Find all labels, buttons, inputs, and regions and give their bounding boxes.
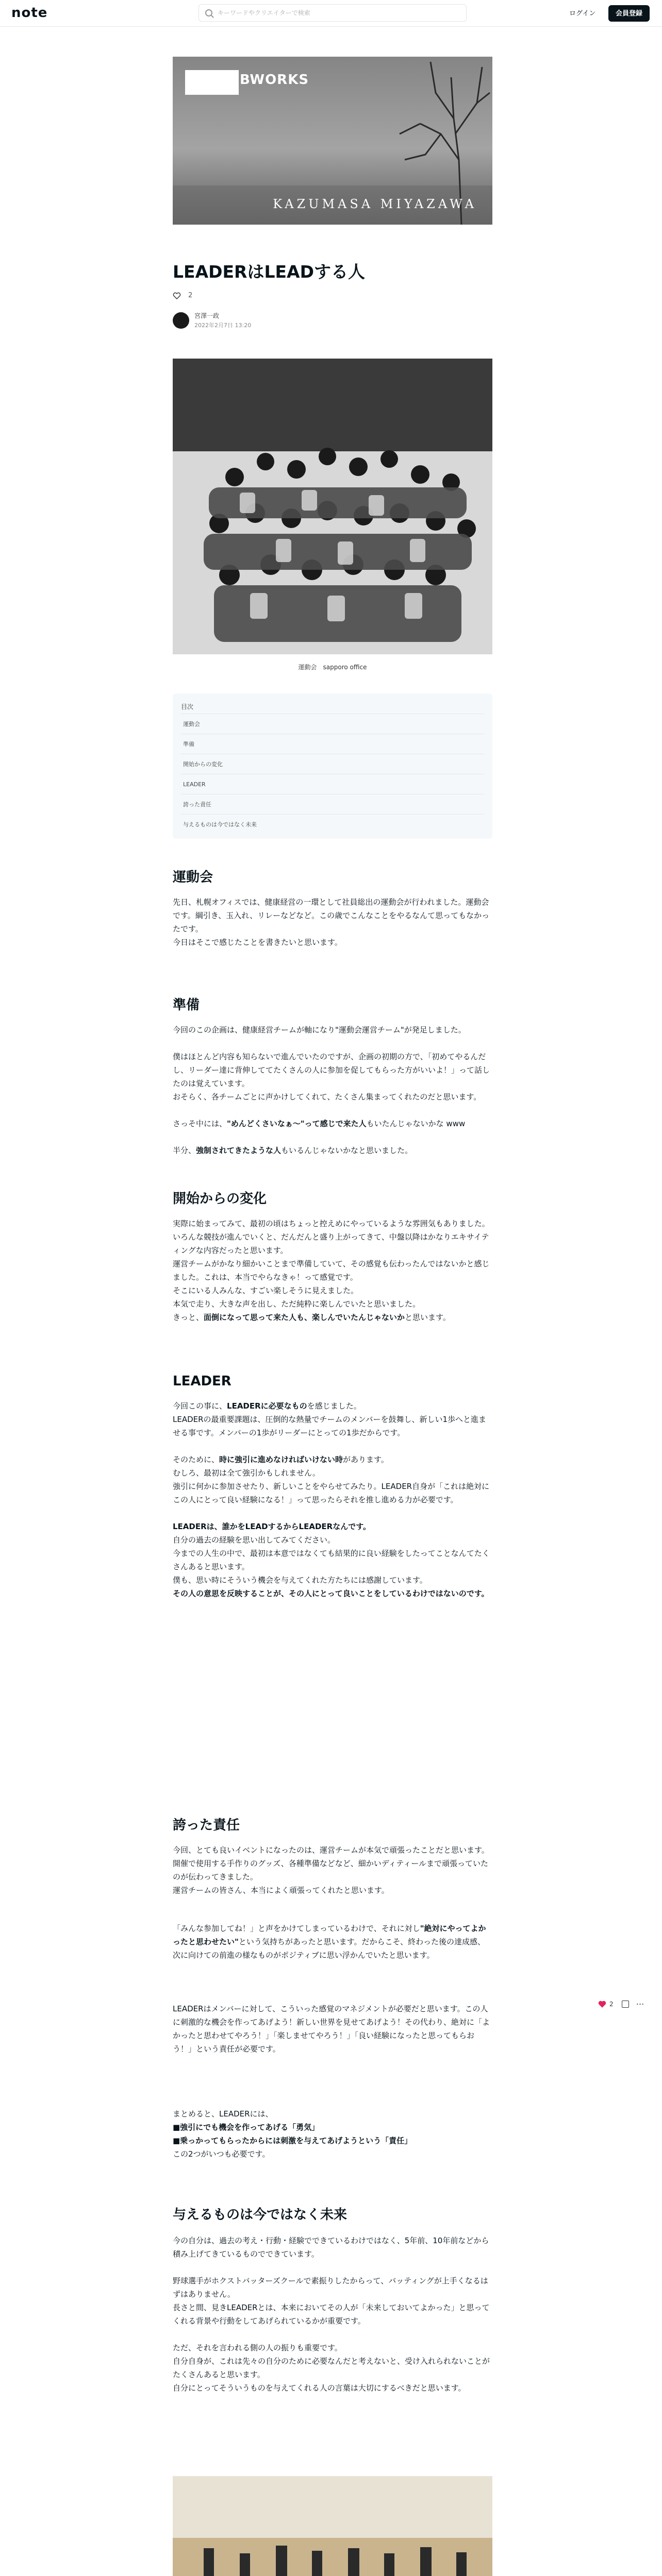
paragraph: 今日はそこで感じたことを書きたいと思います。 xyxy=(173,938,342,947)
search-icon xyxy=(205,9,212,16)
text: 「みんな参加してね！」と声をかけてしまっているわけで、それに対し xyxy=(173,1924,420,1933)
toc-item[interactable]: 準備 xyxy=(181,734,484,754)
paragraph: 今回のこの企画は、健康経営チームが軸になり"運動会運営チーム"が発足しました。 xyxy=(173,1025,466,1035)
photo-caption: 運動会 sapporo office xyxy=(298,664,367,671)
paragraph xyxy=(173,2134,492,2147)
emphasis: その人の意思を反映することが、その人にとって良いことをしているわけではないのです。 xyxy=(173,1589,489,1598)
paragraph xyxy=(173,1922,492,1962)
article-photo-group xyxy=(173,359,492,654)
paragraph: 今の自分は、過去の考え・行動・経験でできているわけではなく、5年前、10年前などから積み上げてきているものでできています。 xyxy=(173,2236,489,2259)
paragraph xyxy=(173,1520,492,1533)
text: があります。 xyxy=(343,1455,389,1464)
paragraph xyxy=(173,1453,492,1466)
bookmark-icon[interactable] xyxy=(622,2001,629,2008)
text: そのために、 xyxy=(173,1455,220,1464)
paragraph: 自分の過去の経験を思い出してみてください。 xyxy=(173,1535,336,1545)
paragraph: 本気で走り、大きな声を出し、ただ純粋に楽しんでいたと思いました。 xyxy=(173,1299,421,1309)
paragraph: LEADERの最重要課題は、圧倒的な熱量でチームのメンバーを鼓舞し、新しい1歩へと進ませる事です。メンバーの1歩がリーダーにとっての1歩だからです。 xyxy=(173,1415,487,1437)
paragraph: 先日、札幌オフィスでは、健康経営の一環として社員総出の運動会が行われました。運動会です。綱引き、玉入れ、リレーなどなど。この歳でこんなことをやるなんて思ってもなかったです。 xyxy=(173,897,490,934)
more-icon[interactable]: ⋯ xyxy=(636,1999,644,2009)
paragraph: 野球選手がホクストバッターズクールで素振りしたからって、バッティングが上手くなるはずはありません。 xyxy=(173,2276,488,2299)
paragraph: 今までの人生の中で、最初は本意ではなくても結果的に良い経験をしたってことなんてたくさんあると思います。 xyxy=(173,1549,490,1571)
article-title: LEADERはLEADする人 xyxy=(173,262,365,282)
header-image xyxy=(173,57,492,225)
global-header xyxy=(0,0,662,27)
search-input[interactable] xyxy=(218,9,455,16)
emphasis: LEADERに必要なもの xyxy=(227,1401,307,1411)
section-heading: 運動会 xyxy=(173,870,213,885)
heart-icon[interactable] xyxy=(598,2001,606,2008)
paragraph: 長さと間、見きLEADERとは、本来においてその人が「未来しておいてよかった」と思ってくれる背景や行動をしてあげられているかが重要です。 xyxy=(173,2303,490,2326)
emphasis: 面倒になって思って来た人も、楽しんでいたんじゃないか xyxy=(204,1313,405,1322)
paragraph: 自分自身が、これは先々の自分のために必要なんだと考えないと、受け入れられないことがたくさんあると思います。 xyxy=(173,2357,490,2379)
text: と思います。 xyxy=(405,1313,451,1322)
login-button[interactable]: ログイン xyxy=(562,5,603,22)
paragraph: 自分にとってそういうものを与えてくれる人の言葉は大切にするべきだと思います。 xyxy=(173,2383,466,2393)
text: さっそ中には、 xyxy=(173,1119,227,1128)
author-name[interactable]: 宮澤一政 xyxy=(194,312,220,319)
text: という気持ちがあったと思います。だからこそ、終わった後の達成感、次に向けての前進の様なものがポジティブに思い浮かんでいたと思います。 xyxy=(173,1937,486,1960)
like-count: 2 xyxy=(609,2000,614,2008)
toc-item[interactable]: 誇った責任 xyxy=(181,794,484,815)
paragraph: おそらく、各チームごとに声かけしてくれて、たくさん集まってくれたのだと思います。 xyxy=(173,1092,482,1101)
brand-logo-block xyxy=(185,70,239,95)
paragraph: そこにいる人みんな、すごい楽しそうに見えました。 xyxy=(173,1286,359,1295)
emphasis: ■乗っかってもらったからには刺激を与えてあげようという「責任」 xyxy=(173,2136,412,2145)
paragraph: むしろ、最初は全て強引かもしれません。 xyxy=(173,1468,320,1478)
gym-photo xyxy=(173,2476,492,2576)
emphasis: 時に強引に進めなければいけない時 xyxy=(219,1455,343,1464)
paragraph: 運営チームがかなり細かいことまで準備していて、その感覚も伝わったんではないかと感じました。これは、本当でやらなきゃ！って感覚です。 xyxy=(173,1259,490,1282)
paragraph: この2つがいつも必要です。 xyxy=(173,2149,270,2159)
section-heading: 与えるものは今ではなく未来 xyxy=(173,2207,347,2223)
group-photo xyxy=(173,359,492,654)
paragraph xyxy=(173,1311,492,1324)
paragraph: 実際に始まってみて、最初の頃はちょっと控えめにやっているような雰囲気もありました。いろんな競技が進んでいくと、だんだんと盛り上がってきて、中盤以降はかなりエキサイティングな内容だったと思います。 xyxy=(173,1219,490,1255)
table-of-contents xyxy=(173,693,492,839)
paragraph: 僕も、思い時にそういう機会を与えてくれた方たちには感謝しています。 xyxy=(173,1575,427,1585)
emphasis: ■強引にでも機会を作ってあげる「勇気」 xyxy=(173,2123,320,2132)
like-area[interactable] xyxy=(173,292,192,299)
section-heading: 開始からの変化 xyxy=(173,1191,267,1207)
paragraph: まとめると、LEADERには、 xyxy=(173,2109,273,2119)
text: きっと、 xyxy=(173,1313,204,1322)
text: もいるんじゃないかなと思いました。 xyxy=(281,1146,413,1155)
section-heading: LEADER xyxy=(173,1374,231,1389)
like-count: 2 xyxy=(188,292,193,299)
paragraph: LEADERはメンバーに対して、こういった感覚のマネジメントが必要だと思います。この人に刺激的な機会を作ってあげよう！新しい世界を見せてあげよう！その代わり、絶対に「よかったと思わせてやろう！」「楽しませてやろう！」「良い経験になったと思ってもらおう！」という責任が必要です。 xyxy=(173,2004,490,2054)
article-photo xyxy=(173,2476,492,2576)
text: もいたんじゃないかな www xyxy=(366,1119,466,1128)
paragraph: 強引に何かに参加させたり、新しいことをやらせてみたり。LEADER自身が「これは絶対にこの人にとって良い経験になる！」って思ったらそれを推し進める力が必要です。 xyxy=(173,1482,490,1504)
floating-actions xyxy=(598,1999,644,2009)
section-heading: 準備 xyxy=(173,997,200,1013)
note-logo[interactable]: note xyxy=(11,5,48,21)
toc-item[interactable]: 運動会 xyxy=(181,714,484,734)
banner-name: KAZUMASA MIYAZAWA xyxy=(273,197,477,211)
paragraph xyxy=(173,1144,492,1157)
brand-text: BWORKS xyxy=(240,72,309,88)
paragraph: ただ、それを言われる側の人の振りも重要です。 xyxy=(173,2343,342,2352)
toc-heading[interactable]: 目次 xyxy=(181,700,484,714)
toc-item[interactable]: 与えるものは今ではなく未来 xyxy=(183,821,257,828)
heart-icon[interactable] xyxy=(173,292,181,299)
paragraph xyxy=(173,1399,492,1413)
paragraph xyxy=(173,1117,492,1130)
search-box[interactable] xyxy=(198,4,467,22)
paragraph: 今回、とても良いイベントになったのは、運営チームが本気で頑張ったことだと思います。開催で使用する手作りのグッズ、各種準備などなど、細かいディティールまで頑張っていたのが伝わってきました。 xyxy=(173,1845,489,1882)
signup-button[interactable]: 会員登録 xyxy=(608,5,650,22)
emphasis: LEADERは、誰かをLEADするからLEADERなんです。 xyxy=(173,1522,371,1531)
paragraph: 運営チームの皆さん、本当によく頑張ってくれたと思います。 xyxy=(173,1886,389,1895)
paragraph xyxy=(173,2121,492,2134)
paragraph: 僕はほとんど内容も知らないで進んでいたのですが、企画の初期の方で、「初めてやるんだし、リーダー達に背伸しててたくさんの人に参加を促してもらった方がいいよ！」って話したのは覚えています。 xyxy=(173,1052,490,1088)
emphasis: 強制されてきたような人 xyxy=(196,1146,282,1155)
section-heading: 誇った責任 xyxy=(173,1818,240,1833)
text: 今回この事に、 xyxy=(173,1401,227,1411)
paragraph xyxy=(173,1587,492,1600)
publish-date: 2022年2月7日 13:20 xyxy=(194,322,252,329)
toc-item[interactable]: 開始からの変化 xyxy=(181,754,484,774)
toc-item[interactable]: LEADER xyxy=(181,774,484,794)
text: 半分、 xyxy=(173,1146,196,1155)
emphasis: "絶対にやってよかったと思わせたい" xyxy=(173,1924,486,1946)
author-info[interactable] xyxy=(173,311,251,329)
text: を感じました。 xyxy=(307,1401,361,1411)
emphasis: "めんどくさいなぁ〜"って感じで来た人 xyxy=(227,1119,367,1128)
avatar[interactable] xyxy=(173,312,189,329)
